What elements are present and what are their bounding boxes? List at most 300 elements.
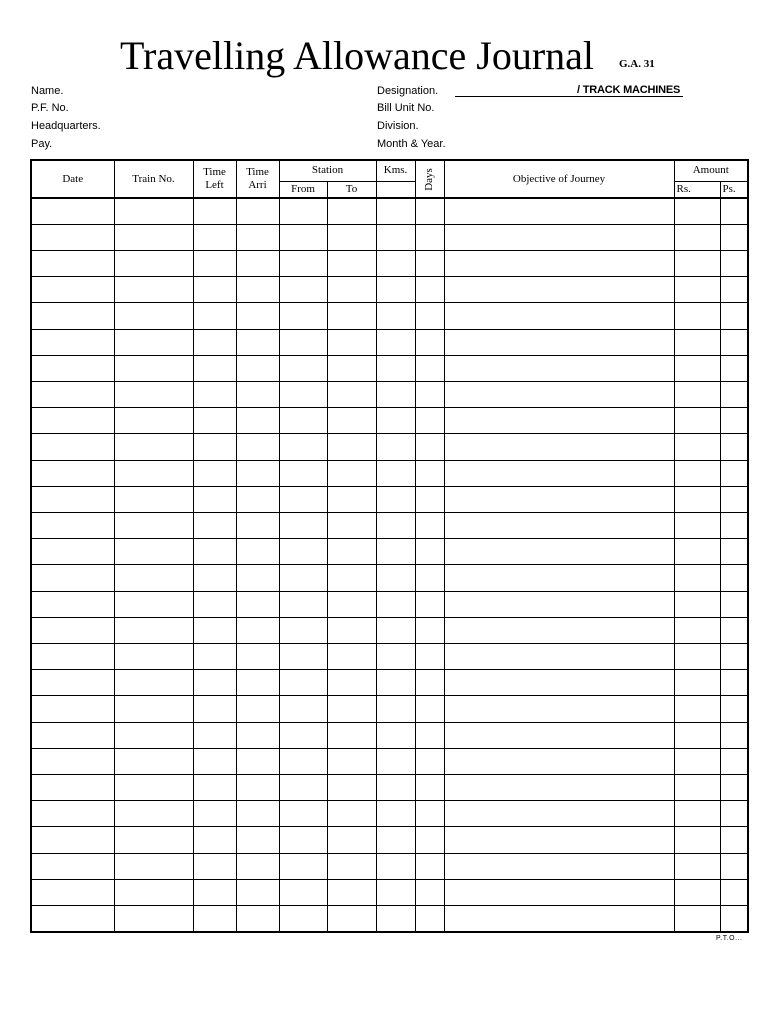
table-cell[interactable] (31, 774, 114, 800)
table-cell[interactable] (720, 198, 748, 224)
table-cell[interactable] (376, 696, 415, 722)
table-cell[interactable] (193, 355, 236, 381)
table-cell[interactable] (279, 879, 327, 905)
table-cell[interactable] (376, 198, 415, 224)
table-cell[interactable] (720, 355, 748, 381)
table-cell[interactable] (236, 827, 279, 853)
table-cell[interactable] (720, 565, 748, 591)
table-cell[interactable] (674, 591, 720, 617)
table-cell[interactable] (279, 486, 327, 512)
table-cell[interactable] (415, 905, 444, 932)
table-cell[interactable] (327, 591, 376, 617)
table-cell[interactable] (415, 670, 444, 696)
table-cell[interactable] (193, 250, 236, 276)
table-cell[interactable] (236, 905, 279, 932)
table-cell[interactable] (674, 879, 720, 905)
table-cell[interactable] (444, 722, 674, 748)
table-cell[interactable] (114, 381, 193, 407)
table-cell[interactable] (415, 250, 444, 276)
table-cell[interactable] (31, 853, 114, 879)
table-cell[interactable] (444, 408, 674, 434)
table-cell[interactable] (193, 198, 236, 224)
table-cell[interactable] (720, 879, 748, 905)
table-cell[interactable] (31, 250, 114, 276)
table-cell[interactable] (376, 250, 415, 276)
table-cell[interactable] (674, 277, 720, 303)
table-cell[interactable] (327, 853, 376, 879)
table-cell[interactable] (674, 722, 720, 748)
table-cell[interactable] (720, 670, 748, 696)
table-cell[interactable] (444, 801, 674, 827)
table-cell[interactable] (279, 670, 327, 696)
table-cell[interactable] (279, 565, 327, 591)
table-cell[interactable] (327, 434, 376, 460)
table-cell[interactable] (236, 224, 279, 250)
table-cell[interactable] (193, 408, 236, 434)
table-cell[interactable] (114, 198, 193, 224)
table-cell[interactable] (720, 408, 748, 434)
table-cell[interactable] (279, 722, 327, 748)
table-cell[interactable] (236, 774, 279, 800)
table-cell[interactable] (415, 224, 444, 250)
table-cell[interactable] (114, 460, 193, 486)
table-cell[interactable] (114, 827, 193, 853)
table-cell[interactable] (327, 643, 376, 669)
table-cell[interactable] (114, 486, 193, 512)
table-cell[interactable] (193, 879, 236, 905)
table-cell[interactable] (193, 512, 236, 538)
table-cell[interactable] (415, 355, 444, 381)
table-cell[interactable] (236, 565, 279, 591)
table-cell[interactable] (444, 853, 674, 879)
table-cell[interactable] (193, 565, 236, 591)
table-cell[interactable] (236, 434, 279, 460)
table-cell[interactable] (31, 408, 114, 434)
table-cell[interactable] (279, 408, 327, 434)
table-cell[interactable] (376, 460, 415, 486)
table-cell[interactable] (327, 277, 376, 303)
table-cell[interactable] (444, 486, 674, 512)
table-cell[interactable] (236, 486, 279, 512)
table-cell[interactable] (720, 224, 748, 250)
table-cell[interactable] (376, 670, 415, 696)
table-cell[interactable] (376, 303, 415, 329)
table-cell[interactable] (327, 250, 376, 276)
table-cell[interactable] (31, 224, 114, 250)
table-cell[interactable] (31, 434, 114, 460)
table-cell[interactable] (114, 696, 193, 722)
table-cell[interactable] (31, 591, 114, 617)
table-cell[interactable] (674, 853, 720, 879)
table-cell[interactable] (444, 591, 674, 617)
table-cell[interactable] (327, 879, 376, 905)
table-cell[interactable] (674, 512, 720, 538)
table-cell[interactable] (720, 801, 748, 827)
table-cell[interactable] (376, 643, 415, 669)
table-cell[interactable] (31, 617, 114, 643)
table-cell[interactable] (674, 381, 720, 407)
table-cell[interactable] (31, 381, 114, 407)
table-cell[interactable] (279, 303, 327, 329)
table-cell[interactable] (279, 381, 327, 407)
table-cell[interactable] (279, 198, 327, 224)
table-cell[interactable] (279, 827, 327, 853)
table-cell[interactable] (674, 696, 720, 722)
table-cell[interactable] (279, 329, 327, 355)
table-cell[interactable] (114, 643, 193, 669)
table-cell[interactable] (236, 303, 279, 329)
table-cell[interactable] (114, 801, 193, 827)
table-cell[interactable] (193, 696, 236, 722)
table-cell[interactable] (236, 408, 279, 434)
table-cell[interactable] (327, 224, 376, 250)
table-cell[interactable] (415, 696, 444, 722)
table-cell[interactable] (376, 355, 415, 381)
table-cell[interactable] (114, 774, 193, 800)
table-cell[interactable] (279, 748, 327, 774)
table-cell[interactable] (720, 905, 748, 932)
table-cell[interactable] (327, 905, 376, 932)
table-cell[interactable] (415, 198, 444, 224)
table-cell[interactable] (720, 434, 748, 460)
table-cell[interactable] (236, 670, 279, 696)
table-cell[interactable] (720, 748, 748, 774)
table-cell[interactable] (674, 539, 720, 565)
table-cell[interactable] (193, 827, 236, 853)
table-cell[interactable] (376, 905, 415, 932)
table-cell[interactable] (720, 250, 748, 276)
table-cell[interactable] (376, 565, 415, 591)
table-cell[interactable] (674, 617, 720, 643)
table-cell[interactable] (327, 617, 376, 643)
table-cell[interactable] (114, 355, 193, 381)
table-cell[interactable] (376, 224, 415, 250)
table-cell[interactable] (114, 224, 193, 250)
table-cell[interactable] (720, 722, 748, 748)
table-cell[interactable] (114, 303, 193, 329)
table-cell[interactable] (31, 512, 114, 538)
table-cell[interactable] (236, 250, 279, 276)
table-cell[interactable] (31, 643, 114, 669)
table-cell[interactable] (444, 434, 674, 460)
table-cell[interactable] (279, 512, 327, 538)
table-cell[interactable] (193, 722, 236, 748)
table-cell[interactable] (31, 539, 114, 565)
table-cell[interactable] (674, 801, 720, 827)
table-cell[interactable] (327, 539, 376, 565)
table-cell[interactable] (279, 250, 327, 276)
table-cell[interactable] (236, 748, 279, 774)
table-cell[interactable] (415, 434, 444, 460)
table-cell[interactable] (720, 696, 748, 722)
table-cell[interactable] (444, 512, 674, 538)
table-cell[interactable] (415, 277, 444, 303)
table-cell[interactable] (193, 591, 236, 617)
table-cell[interactable] (327, 696, 376, 722)
table-cell[interactable] (415, 591, 444, 617)
table-cell[interactable] (415, 303, 444, 329)
table-cell[interactable] (674, 827, 720, 853)
table-cell[interactable] (444, 539, 674, 565)
table-cell[interactable] (720, 512, 748, 538)
table-cell[interactable] (193, 486, 236, 512)
table-cell[interactable] (193, 460, 236, 486)
table-cell[interactable] (444, 696, 674, 722)
table-cell[interactable] (279, 905, 327, 932)
table-cell[interactable] (114, 277, 193, 303)
table-cell[interactable] (720, 539, 748, 565)
table-cell[interactable] (279, 224, 327, 250)
table-cell[interactable] (236, 722, 279, 748)
table-cell[interactable] (193, 381, 236, 407)
table-cell[interactable] (193, 801, 236, 827)
table-cell[interactable] (444, 748, 674, 774)
table-cell[interactable] (327, 827, 376, 853)
table-cell[interactable] (444, 250, 674, 276)
table-cell[interactable] (327, 512, 376, 538)
table-cell[interactable] (236, 617, 279, 643)
table-cell[interactable] (114, 617, 193, 643)
table-cell[interactable] (193, 329, 236, 355)
table-cell[interactable] (720, 303, 748, 329)
table-cell[interactable] (415, 879, 444, 905)
table-cell[interactable] (236, 381, 279, 407)
table-cell[interactable] (114, 879, 193, 905)
table-cell[interactable] (720, 277, 748, 303)
table-cell[interactable] (674, 643, 720, 669)
table-cell[interactable] (114, 565, 193, 591)
table-cell[interactable] (444, 643, 674, 669)
table-cell[interactable] (114, 250, 193, 276)
table-cell[interactable] (415, 617, 444, 643)
table-cell[interactable] (236, 355, 279, 381)
table-cell[interactable] (279, 617, 327, 643)
table-cell[interactable] (720, 827, 748, 853)
table-cell[interactable] (674, 198, 720, 224)
table-cell[interactable] (193, 905, 236, 932)
table-cell[interactable] (415, 512, 444, 538)
table-cell[interactable] (279, 801, 327, 827)
table-cell[interactable] (236, 329, 279, 355)
table-cell[interactable] (720, 617, 748, 643)
table-cell[interactable] (279, 643, 327, 669)
table-cell[interactable] (720, 643, 748, 669)
table-cell[interactable] (279, 539, 327, 565)
table-cell[interactable] (236, 696, 279, 722)
table-cell[interactable] (279, 696, 327, 722)
table-cell[interactable] (720, 591, 748, 617)
table-cell[interactable] (674, 329, 720, 355)
table-cell[interactable] (114, 670, 193, 696)
table-cell[interactable] (114, 748, 193, 774)
table-cell[interactable] (327, 408, 376, 434)
table-cell[interactable] (31, 670, 114, 696)
table-cell[interactable] (376, 408, 415, 434)
table-cell[interactable] (674, 905, 720, 932)
table-cell[interactable] (444, 355, 674, 381)
table-cell[interactable] (720, 853, 748, 879)
table-cell[interactable] (193, 277, 236, 303)
table-cell[interactable] (236, 460, 279, 486)
table-cell[interactable] (444, 381, 674, 407)
table-cell[interactable] (444, 303, 674, 329)
table-cell[interactable] (674, 408, 720, 434)
table-cell[interactable] (674, 434, 720, 460)
table-cell[interactable] (674, 355, 720, 381)
table-cell[interactable] (193, 748, 236, 774)
table-cell[interactable] (376, 591, 415, 617)
table-cell[interactable] (31, 355, 114, 381)
table-cell[interactable] (376, 827, 415, 853)
table-cell[interactable] (415, 565, 444, 591)
table-cell[interactable] (236, 879, 279, 905)
table-cell[interactable] (674, 224, 720, 250)
table-cell[interactable] (444, 670, 674, 696)
table-cell[interactable] (236, 198, 279, 224)
table-cell[interactable] (114, 722, 193, 748)
table-cell[interactable] (444, 198, 674, 224)
table-cell[interactable] (114, 591, 193, 617)
table-cell[interactable] (444, 905, 674, 932)
table-cell[interactable] (444, 565, 674, 591)
table-cell[interactable] (193, 539, 236, 565)
table-cell[interactable] (327, 670, 376, 696)
table-cell[interactable] (193, 774, 236, 800)
table-cell[interactable] (444, 277, 674, 303)
table-cell[interactable] (193, 670, 236, 696)
table-cell[interactable] (31, 879, 114, 905)
table-cell[interactable] (236, 512, 279, 538)
table-cell[interactable] (236, 801, 279, 827)
table-cell[interactable] (720, 381, 748, 407)
table-cell[interactable] (31, 198, 114, 224)
table-cell[interactable] (376, 722, 415, 748)
table-cell[interactable] (327, 774, 376, 800)
table-cell[interactable] (444, 617, 674, 643)
table-cell[interactable] (444, 460, 674, 486)
table-cell[interactable] (376, 617, 415, 643)
table-cell[interactable] (279, 355, 327, 381)
table-cell[interactable] (279, 460, 327, 486)
table-cell[interactable] (327, 303, 376, 329)
table-cell[interactable] (31, 460, 114, 486)
table-cell[interactable] (236, 539, 279, 565)
table-cell[interactable] (31, 329, 114, 355)
table-cell[interactable] (327, 381, 376, 407)
table-cell[interactable] (415, 460, 444, 486)
table-cell[interactable] (720, 774, 748, 800)
table-cell[interactable] (193, 303, 236, 329)
table-cell[interactable] (674, 460, 720, 486)
table-cell[interactable] (327, 748, 376, 774)
table-cell[interactable] (674, 774, 720, 800)
table-cell[interactable] (31, 801, 114, 827)
table-cell[interactable] (31, 722, 114, 748)
table-cell[interactable] (376, 381, 415, 407)
table-cell[interactable] (444, 329, 674, 355)
table-cell[interactable] (114, 905, 193, 932)
table-cell[interactable] (327, 355, 376, 381)
table-cell[interactable] (31, 748, 114, 774)
table-cell[interactable] (415, 722, 444, 748)
table-cell[interactable] (31, 696, 114, 722)
table-cell[interactable] (327, 801, 376, 827)
table-cell[interactable] (279, 434, 327, 460)
table-cell[interactable] (674, 670, 720, 696)
table-cell[interactable] (31, 486, 114, 512)
table-cell[interactable] (376, 853, 415, 879)
table-cell[interactable] (193, 853, 236, 879)
table-cell[interactable] (415, 408, 444, 434)
table-cell[interactable] (376, 748, 415, 774)
table-cell[interactable] (31, 277, 114, 303)
table-cell[interactable] (193, 643, 236, 669)
table-cell[interactable] (279, 591, 327, 617)
table-cell[interactable] (376, 774, 415, 800)
table-cell[interactable] (114, 329, 193, 355)
table-cell[interactable] (236, 643, 279, 669)
table-cell[interactable] (444, 774, 674, 800)
table-cell[interactable] (279, 774, 327, 800)
table-cell[interactable] (376, 486, 415, 512)
table-cell[interactable] (327, 460, 376, 486)
table-cell[interactable] (415, 801, 444, 827)
table-cell[interactable] (415, 827, 444, 853)
table-cell[interactable] (327, 329, 376, 355)
table-cell[interactable] (415, 853, 444, 879)
table-cell[interactable] (674, 250, 720, 276)
table-cell[interactable] (193, 224, 236, 250)
table-cell[interactable] (193, 617, 236, 643)
table-cell[interactable] (444, 879, 674, 905)
table-cell[interactable] (279, 853, 327, 879)
table-cell[interactable] (415, 486, 444, 512)
table-cell[interactable] (415, 539, 444, 565)
table-cell[interactable] (376, 539, 415, 565)
table-cell[interactable] (415, 748, 444, 774)
table-cell[interactable] (31, 905, 114, 932)
table-cell[interactable] (114, 434, 193, 460)
table-cell[interactable] (327, 722, 376, 748)
table-cell[interactable] (31, 303, 114, 329)
table-cell[interactable] (376, 801, 415, 827)
table-cell[interactable] (236, 277, 279, 303)
table-cell[interactable] (444, 827, 674, 853)
table-cell[interactable] (720, 460, 748, 486)
table-cell[interactable] (720, 486, 748, 512)
table-cell[interactable] (327, 486, 376, 512)
table-cell[interactable] (114, 853, 193, 879)
table-cell[interactable] (114, 539, 193, 565)
table-cell[interactable] (31, 565, 114, 591)
table-cell[interactable] (415, 381, 444, 407)
table-cell[interactable] (279, 277, 327, 303)
table-cell[interactable] (674, 565, 720, 591)
table-cell[interactable] (376, 434, 415, 460)
table-cell[interactable] (236, 853, 279, 879)
table-cell[interactable] (444, 224, 674, 250)
table-cell[interactable] (376, 879, 415, 905)
table-cell[interactable] (114, 408, 193, 434)
table-cell[interactable] (376, 512, 415, 538)
table-cell[interactable] (674, 748, 720, 774)
table-cell[interactable] (327, 565, 376, 591)
table-cell[interactable] (415, 774, 444, 800)
table-cell[interactable] (31, 827, 114, 853)
table-cell[interactable] (415, 329, 444, 355)
table-cell[interactable] (114, 512, 193, 538)
table-cell[interactable] (674, 486, 720, 512)
